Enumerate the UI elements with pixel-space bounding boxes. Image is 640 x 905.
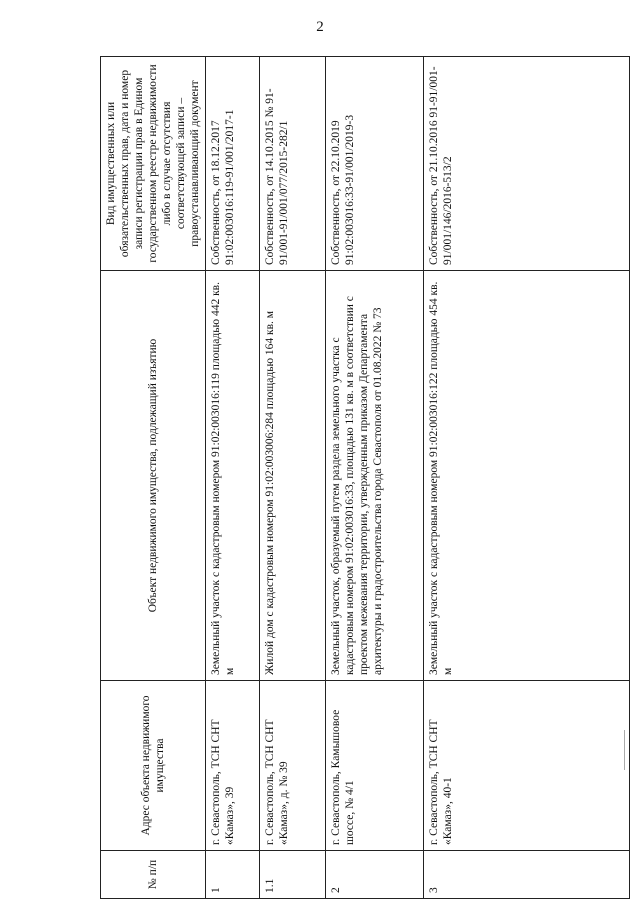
table-row bbox=[206, 57, 260, 899]
rotated-table-inner bbox=[100, 57, 620, 899]
cell-num: 3 bbox=[424, 851, 630, 899]
property-table bbox=[100, 56, 630, 899]
cell-rights: Собственность, от 21.10.2016 91-91/001-91/001/146/2016-513/2 bbox=[424, 57, 630, 271]
cell-address: г. Севастополь, ТСН СНТ «Камаз», 40-1 bbox=[424, 681, 630, 851]
cell-num: 1 bbox=[206, 851, 260, 899]
cell-num: 1.1 bbox=[260, 851, 326, 899]
cell-address: г. Севастополь, Камышовое шоссе, № 4/1 bbox=[326, 681, 424, 851]
cell-object: Земельный участок, образуемый путем раздела земельного участка с кадастровым номером 91:02:003016:33, площадью 131 кв. м в соответствии с проектом межевания территории, утвержденным приказом Департамента архитектуры и градостроительства города Севастополя от 01.08.2022 № 73 bbox=[326, 271, 424, 681]
header-rights: Вид имущественных или обязательственных прав, дата и номер записи регистрации прав в Едином государственном реестре недвижимости либо в случае отсутствия соответствующей записи – правоустанавливающий документ bbox=[101, 57, 206, 271]
cell-object: Земельный участок с кадастровым номером 91:02:003016:119 площадью 442 кв. м bbox=[206, 271, 260, 681]
cell-rights: Собственность, от 22.10.2019 91:02:003016:33-91/001/2019-3 bbox=[326, 57, 424, 271]
cell-rights: Собственность, от 14.10.2015 № 91-91/001-91/001/077/2015-282/1 bbox=[260, 57, 326, 271]
cell-rights: Собственность, от 18.12.2017 91:02:003016:119-91/001/2017-1 bbox=[206, 57, 260, 271]
cell-num: 2 bbox=[326, 851, 424, 899]
header-address: Адрес объекта недвижимого имущества bbox=[101, 681, 206, 851]
table-row bbox=[424, 57, 630, 899]
scan-edge-mark bbox=[624, 730, 625, 770]
rotated-table-frame bbox=[100, 57, 620, 899]
page-number: 2 bbox=[316, 19, 324, 35]
table-row bbox=[260, 57, 326, 899]
table-row bbox=[326, 57, 424, 899]
cell-object: Земельный участок с кадастровым номером 91:02:003016:122 площадью 454 кв. м bbox=[424, 271, 630, 681]
table-header-row bbox=[101, 57, 206, 899]
cell-object: Жилой дом с кадастровым номером 91:02:003006:284 площадью 164 кв. м bbox=[260, 271, 326, 681]
cell-address: г. Севастополь, ТСН СНТ «Камаз», д. № 39 bbox=[260, 681, 326, 851]
header-object: Объект недвижимого имущества, подлежащий изъятию bbox=[101, 271, 206, 681]
header-num: № п/п bbox=[101, 851, 206, 899]
cell-address: г. Севастополь, ТСН СНТ «Камаз», 39 bbox=[206, 681, 260, 851]
